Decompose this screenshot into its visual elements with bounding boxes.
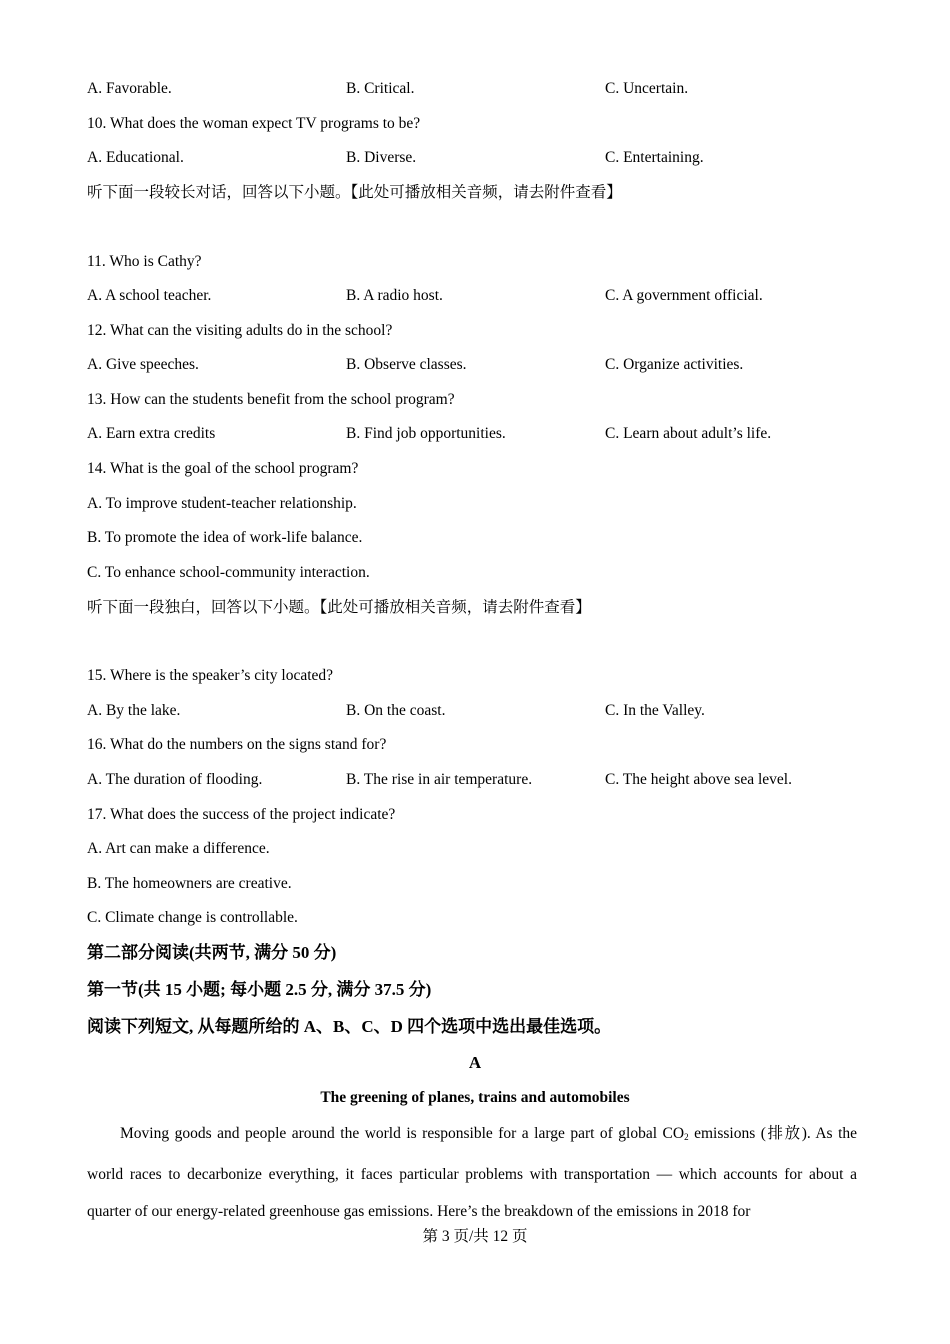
monologue-instruction: 听下面一段独白，回答以下小题。【此处可播放相关音频，请去附件查看】	[87, 599, 591, 616]
q12-option-b: B. Observe classes.	[346, 356, 467, 373]
q13-option-c: C. Learn about adult’s life.	[605, 425, 772, 442]
q9-option-c: C. Uncertain.	[605, 80, 689, 97]
q12-option-a: A. Give speeches.	[87, 356, 199, 373]
q14-option-b: B. To promote the idea of work-life balance.	[87, 529, 363, 546]
q12-option-c: C. Organize activities.	[605, 356, 744, 373]
q11-option-c: C. A government official.	[605, 287, 763, 304]
page-footer: 第 3 页/共 12 页	[422, 1228, 528, 1245]
reading-instruction: 阅读下列短文, 从每题所给的 A、B、C、D 四个选项中选出最佳选项。	[87, 1017, 612, 1036]
section1-heading: 第一节(共 15 小题; 每小题 2.5 分, 满分 37.5 分)	[87, 980, 432, 999]
q13-question: 13. How can the students benefit from the school program?	[87, 391, 455, 408]
q15-option-c: C. In the Valley.	[605, 702, 705, 719]
passage-title: The greening of planes, trains and automobiles	[320, 1089, 630, 1106]
q11-option-a: A. A school teacher.	[87, 287, 212, 304]
q15-option-b: B. On the coast.	[346, 702, 446, 719]
q12-question: 12. What can the visiting adults do in the school?	[87, 322, 393, 339]
passage-letter: A	[468, 1053, 482, 1072]
part2-heading: 第二部分阅读(共两节, 满分 50 分)	[87, 943, 337, 962]
q17-option-a: A. Art can make a difference.	[87, 840, 270, 857]
q17-option-c: C. Climate change is controllable.	[87, 909, 298, 926]
q16-option-a: A. The duration of flooding.	[87, 771, 263, 788]
q9-option-b: B. Critical.	[346, 80, 415, 97]
q11-question: 11. Who is Cathy?	[87, 253, 202, 270]
q11-option-b: B. A radio host.	[346, 287, 443, 304]
q15-question: 15. Where is the speaker’s city located?	[87, 667, 334, 684]
q16-option-c: C. The height above sea level.	[605, 771, 792, 788]
q17-question: 17. What does the success of the project indicate?	[87, 806, 396, 823]
q14-question: 14. What is the goal of the school program?	[87, 460, 359, 477]
q13-option-b: B. Find job opportunities.	[346, 425, 506, 442]
q17-option-b: B. The homeowners are creative.	[87, 875, 292, 892]
dialogue-instruction: 听下面一段较长对话，回答以下小题。【此处可播放相关音频，请去附件查看】	[87, 184, 622, 201]
q14-option-a: A. To improve student-teacher relationship.	[87, 495, 357, 512]
q14-option-c: C. To enhance school-community interaction.	[87, 564, 370, 581]
passage-text-before-co2: Moving goods and people around the world is responsible for a large part of global	[120, 1125, 663, 1142]
q16-option-b: B. The rise in air temperature.	[346, 771, 533, 788]
passage-paragraph	[87, 1115, 857, 1230]
q10-option-a: A. Educational.	[87, 149, 184, 166]
passage-text-after-co2: emissions (排放). As the world races to decarbonize everything, it faces particular problems with transportation — which accounts for about a quarter of our energy-related greenhouse gas emissions. Here’s the breakdown of the emissions in 2018 for	[87, 1125, 857, 1220]
co2-subscript: 2	[684, 1132, 689, 1142]
co2-label: CO	[662, 1125, 685, 1142]
q16-question: 16. What do the numbers on the signs stand for?	[87, 736, 387, 753]
q15-option-a: A. By the lake.	[87, 702, 181, 719]
q10-option-b: B. Diverse.	[346, 149, 417, 166]
q10-question: 10. What does the woman expect TV programs to be?	[87, 115, 421, 132]
q10-option-c: C. Entertaining.	[605, 149, 704, 166]
q13-option-a: A. Earn extra credits	[87, 425, 216, 442]
q9-option-a: A. Favorable.	[87, 80, 172, 97]
